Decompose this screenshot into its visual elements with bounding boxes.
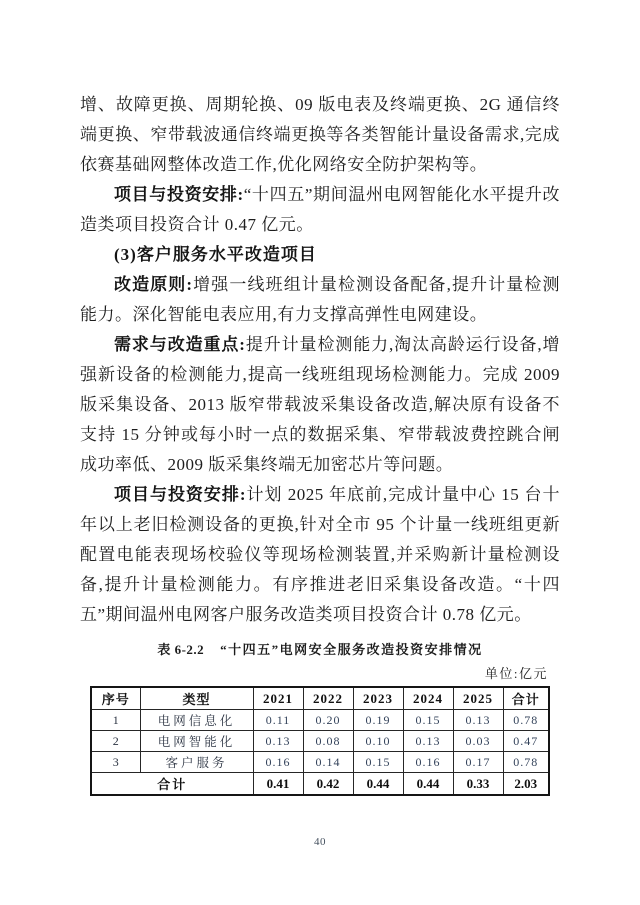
cell-value: 0.10: [353, 731, 403, 752]
unit-note: 单位:亿元: [484, 666, 548, 681]
cell-row-total: 0.47: [503, 731, 549, 752]
cell-value: 0.08: [303, 731, 353, 752]
cell-index: 3: [91, 752, 140, 773]
cell-value: 0.15: [353, 752, 403, 773]
cell-total-value: 0.44: [353, 773, 403, 796]
cell-value: 0.13: [403, 731, 453, 752]
cell-total-value: 0.33: [453, 773, 503, 796]
paragraph-text: 计划 2025 年底前,完成计量中心 15 台十年以上老旧检测设备的更换,针对全市 95 个计量一线班组更新配置电能表现场校验仪等现场检测装置,并采购新计量检测设备,提升计量检测能力。有序推进老旧采集设备改造。“十四五”期间温州电网客户服务改造类项目投资合计 0.78 亿元。: [80, 485, 560, 624]
cell-row-total: 0.78: [503, 710, 549, 731]
paragraph-demand-focus: [80, 330, 560, 480]
column-header-2024: 2024: [403, 687, 453, 710]
body-text-block: [80, 90, 560, 630]
cell-index: 2: [91, 731, 140, 752]
column-header-total: 合计: [503, 687, 549, 710]
section-heading-text: (3)客户服务水平改造项目: [114, 245, 317, 264]
paragraph-lead: 项目与投资安排:: [114, 185, 244, 204]
paragraph-lead: 改造原则:: [114, 275, 193, 294]
cell-total-value: 0.42: [303, 773, 353, 796]
cell-value: 0.14: [303, 752, 353, 773]
paragraph-lead: 需求与改造重点:: [114, 335, 246, 354]
cell-value: 0.19: [353, 710, 403, 731]
table-header-row: [91, 687, 549, 710]
cell-value: 0.16: [403, 752, 453, 773]
paragraph-investment-smart-grid: [80, 180, 560, 240]
paragraph-text: 增强一线班组计量检测设备配备,提升计量检测能力。深化智能电表应用,有力支撑高弹性电网建设。: [80, 275, 560, 324]
table-row: [91, 752, 549, 773]
cell-value: 0.03: [453, 731, 503, 752]
cell-row-total: 0.78: [503, 752, 549, 773]
paragraph-lead: 项目与投资安排:: [114, 485, 247, 504]
paragraph-text: 提升计量检测能力,淘汰高龄运行设备,增强新设备的检测能力,提高一线班组现场检测能力。完成 2009 版采集设备、2013 版窄带载波采集设备改造,解决原有设备不支持 15 分钟或每小时一点的数据采集、窄带载波费控跳合闸成功率低、2009 版采集终端无加密芯片等问题。: [80, 335, 560, 474]
table-caption: [80, 641, 560, 659]
column-header-2025: 2025: [453, 687, 503, 710]
cell-type: 电网信息化: [140, 710, 253, 731]
table-row: [91, 731, 549, 752]
paragraph-principle: [80, 270, 560, 330]
paragraph-text: “十四五”期间温州电网智能化水平提升改造类项目投资合计 0.47 亿元。: [80, 185, 560, 234]
table-row: [91, 710, 549, 731]
cell-value: 0.15: [403, 710, 453, 731]
column-header-2021: 2021: [253, 687, 303, 710]
paragraph-investment-customer-service: [80, 480, 560, 630]
column-header-2023: 2023: [353, 687, 403, 710]
cell-value: 0.20: [303, 710, 353, 731]
cell-total-value: 0.44: [403, 773, 453, 796]
cell-total-label: 合计: [91, 773, 253, 796]
section-heading-customer-service: [80, 240, 560, 270]
paragraph-text: 增、故障更换、周期轮换、09 版电表及终端更换、2G 通信终端更换、窄带载波通信终端更换等各类智能计量设备需求,完成依赛基础网整体改造工作,优化网络安全防护架构等。: [80, 95, 560, 174]
cell-value: 0.13: [253, 731, 303, 752]
cell-index: 1: [91, 710, 140, 731]
paragraph-continuation: [80, 90, 560, 180]
cell-value: 0.11: [253, 710, 303, 731]
table-caption-number: 表 6-2.2: [157, 642, 205, 657]
cell-value: 0.17: [453, 752, 503, 773]
column-header-index: 序号: [91, 687, 140, 710]
cell-total-value: 0.41: [253, 773, 303, 796]
table-total-row: [91, 773, 549, 796]
cell-value: 0.13: [453, 710, 503, 731]
cell-type: 电网智能化: [140, 731, 253, 752]
investment-table: [90, 686, 550, 796]
column-header-type: 类型: [140, 687, 253, 710]
page-number: 40: [314, 836, 326, 848]
cell-type: 客户服务: [140, 752, 253, 773]
cell-value: 0.16: [253, 752, 303, 773]
column-header-2022: 2022: [303, 687, 353, 710]
table-caption-title: “十四五”电网安全服务改造投资安排情况: [220, 642, 483, 657]
cell-total-value: 2.03: [503, 773, 549, 796]
